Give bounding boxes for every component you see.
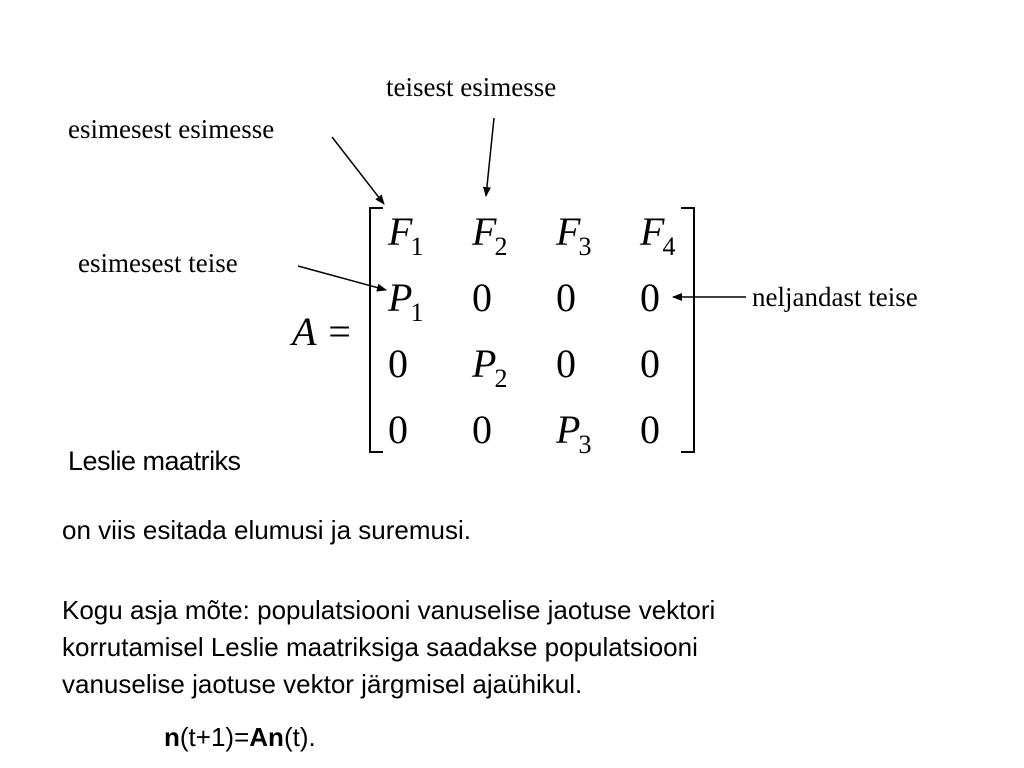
matrix-cell-value: F [388, 209, 413, 254]
matrix-cell-value: 0 [556, 341, 576, 386]
annotation-neljandast-teise: neljandast teise [752, 282, 918, 312]
matrix-cell-value: 0 [388, 341, 408, 386]
paragraph-line-2: korrutamisel Leslie maatriksiga saadakse populatsiooni [62, 632, 698, 662]
matrix-cell-subscript: 4 [662, 232, 676, 261]
heading-leslie-maatriks: Leslie maatriks [68, 446, 241, 476]
matrix-cell-value: P [388, 275, 413, 320]
matrix-left-bracket [370, 208, 383, 452]
matrix-cell-value: 0 [556, 275, 576, 320]
matrix-cell-subscript: 3 [578, 430, 592, 459]
paragraph-line-3: vanuselise jaotuse vektor järgmisel ajaühikul. [62, 669, 583, 699]
matrix-cell-value: F [640, 209, 665, 254]
matrix-cell-subscript: 1 [410, 298, 424, 327]
matrix-lhs-label: A = [292, 309, 353, 354]
matrix-cell-value: 0 [472, 275, 492, 320]
matrix-cell-value: 0 [640, 275, 660, 320]
annotation-esimesest-teise: esimesest teise [78, 248, 238, 278]
formula-t: (t). [283, 722, 316, 752]
matrix-cell-subscript: 1 [410, 232, 424, 261]
matrix-cell-value: 0 [640, 407, 660, 452]
paragraph-line-1: Kogu asja mõte: populatsiooni vanuselise jaotuse vektori [62, 595, 716, 625]
annotation-esimesest-esimesse: esimesest esimesse [68, 114, 275, 144]
matrix-cell-value: 0 [640, 341, 660, 386]
paragraph-elumusi: on viis esitada elumusi ja suremusi. [62, 515, 471, 545]
formula-t-plus-1: (t+1)= [179, 722, 250, 752]
arrow-esimesest-esimesse [332, 137, 384, 204]
formula [164, 719, 316, 756]
arrow-teisest-esimesse [486, 118, 494, 196]
matrix-cell-value: F [556, 209, 581, 254]
paragraph-kogu-asja [62, 592, 715, 703]
matrix-cell-value: 0 [472, 407, 492, 452]
matrix-right-bracket [681, 208, 694, 452]
matrix-cell-value: 0 [388, 407, 408, 452]
arrow-esimesest-teise [298, 266, 386, 290]
matrix-cell-value: P [472, 341, 497, 386]
matrix-cell-value: F [472, 209, 497, 254]
matrix-cell-subscript: 2 [494, 232, 508, 261]
matrix-cell-subscript: 2 [494, 364, 508, 393]
formula-n: n [164, 722, 180, 752]
annotation-teisest-esimesse: teisest esimesse [386, 72, 557, 102]
matrix-cell-value: P [556, 407, 581, 452]
formula-An: An [249, 722, 284, 752]
matrix-cell-subscript: 3 [578, 232, 592, 261]
